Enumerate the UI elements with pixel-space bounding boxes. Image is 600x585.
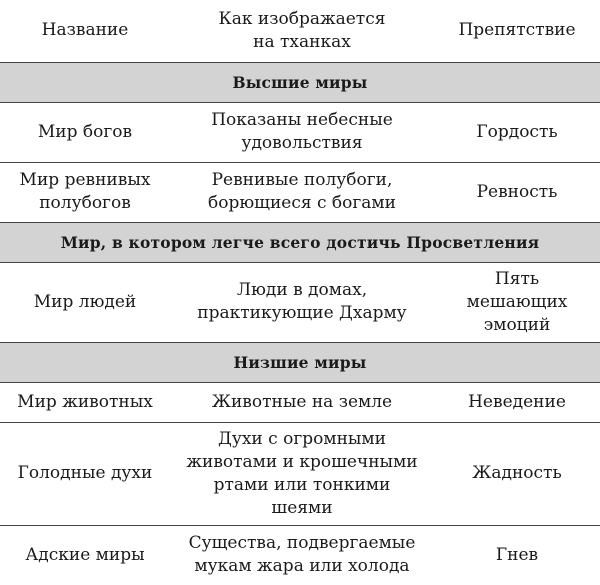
realm-name: Мир ревнивых полубогов <box>0 162 170 222</box>
section-header-human-realm <box>0 222 600 262</box>
realm-name: Мир животных <box>0 382 170 422</box>
realm-name: Адские миры <box>0 525 170 585</box>
realm-depiction: Люди в домах, практикующие Дхарму <box>170 262 434 342</box>
header-obstacle: Препятствие <box>458 20 576 41</box>
realm-obstacle: Гордость <box>434 102 600 162</box>
header-depiction: Как изображается на тханках <box>218 8 386 52</box>
realm-depiction: Животные на земле <box>170 382 434 422</box>
section-title: Высшие миры <box>0 62 600 102</box>
table-row <box>0 102 600 162</box>
realm-depiction: Существа, подвергаемые мукам жара или холода <box>170 525 434 585</box>
realm-obstacle: Ревность <box>434 162 600 222</box>
table-row <box>0 525 600 585</box>
table-row <box>0 262 600 342</box>
realm-obstacle: Неведение <box>434 382 600 422</box>
realm-obstacle: Пять мешающих эмоций <box>434 262 600 342</box>
section-header-lower-realms <box>0 342 600 382</box>
realm-depiction: Духи с огромными животами и крошечными ртами или тонкими шеями <box>170 422 434 525</box>
table-row <box>0 382 600 422</box>
realm-depiction: Ревнивые полубоги, борющиеся с богами <box>170 162 434 222</box>
header-row <box>0 0 600 62</box>
realm-name: Голодные духи <box>0 422 170 525</box>
table-row <box>0 422 600 525</box>
realm-depiction: Показаны небесные удовольствия <box>170 102 434 162</box>
realm-obstacle: Жадность <box>434 422 600 525</box>
header-name: Название <box>41 20 129 41</box>
realm-obstacle: Гнев <box>434 525 600 585</box>
section-header-higher-realms <box>0 62 600 102</box>
table-row <box>0 162 600 222</box>
section-title: Низшие миры <box>0 342 600 382</box>
realm-name: Мир людей <box>0 262 170 342</box>
realm-name: Мир богов <box>0 102 170 162</box>
section-title: Мир, в котором легче всего достичь Просветления <box>0 222 600 262</box>
